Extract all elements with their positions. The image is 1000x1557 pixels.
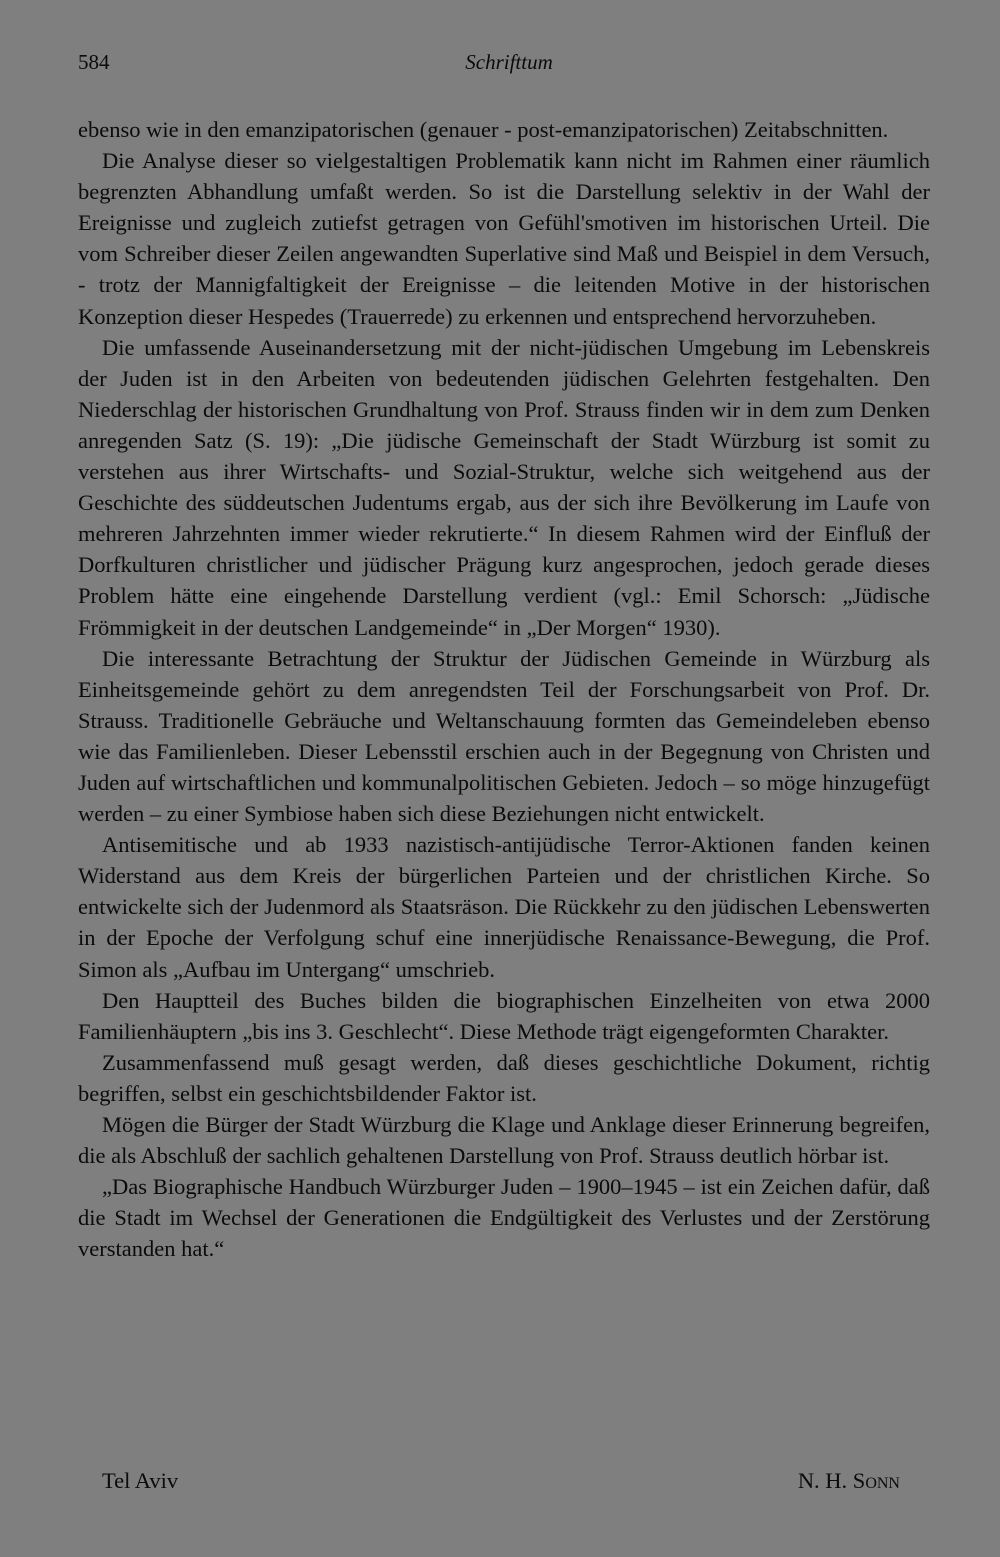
running-title: Schrifttum xyxy=(465,50,553,74)
paragraph: Den Hauptteil des Buches bilden die biographischen Einzelheiten von etwa 2000 Familienhäuptern „bis ins 3. Geschlecht“. Diese Methode trägt eigengeformten Charakter. xyxy=(78,987,930,1044)
paragraph: Antisemitische und ab 1933 nazistisch-antijüdische Terror-Aktionen fanden keinen Widerstand aus dem Kreis der bürgerlichen Parteien und der christlichen Kirche. So entwickelte sich der Judenmord als Staatsräson. Die Rückkehr zu den jüdischen Lebenswerten in der Epoche der Verfolgung schuf eine innerjüdische Renaissance-Bewegung, die Prof. Simon als „Aufbau im Untergang“ umschrieb. xyxy=(78,832,930,982)
signature-line xyxy=(78,1468,900,1500)
signature-place: Tel Aviv xyxy=(102,1468,179,1493)
paragraph: Die Analyse dieser so vielgestaltigen Problematik kann nicht im Rahmen einer räumlich begrenzten Abhandlung umfaßt werden. So ist die Darstellung selektiv in der Wahl der Ereignisse und zugleich zutiefst getragen von Gefühl'smotiven im historischen Urteil. Die vom Schreiber dieser Zeilen angewandten Superlative sind Maß und Beispiel in dem Versuch, - trotz der Mannigfaltigkeit der Ereignisse – die leitenden Motive in der historischen Konzeption dieser Hespedes (Trauerrede) zu erkennen und entsprechend hervorzuheben. xyxy=(78,148,930,329)
page-header xyxy=(78,50,930,80)
paragraph: „Das Biographische Handbuch Würzburger Juden – 1900–1945 – ist ein Zeichen dafür, daß die Stadt im Wechsel der Generationen die Endgültigkeit des Verlustes und der Zerstörung verstanden hat.“ xyxy=(78,1174,930,1262)
paragraph-continuation: ebenso wie in den emanzipatorischen (genauer - post-emanzipatorischen) Zeitabschnitten. xyxy=(78,117,889,142)
signature-author: N. H. Sonn xyxy=(797,1468,900,1493)
paragraph: Mögen die Bürger der Stadt Würzburg die Klage und Anklage dieser Erinnerung begreifen, die als Abschluß der sachlich gehaltenen Darstellung von Prof. Strauss deutlich hörbar ist. xyxy=(78,1112,930,1169)
page-number: 584 xyxy=(78,50,110,74)
review-body xyxy=(78,114,930,1264)
paragraph: Zusammenfassend muß gesagt werden, daß dieses geschichtliche Dokument, richtig begriffen, selbst ein geschichtsbildender Faktor ist. xyxy=(78,1049,930,1106)
paragraph: Die interessante Betrachtung der Struktur der Jüdischen Gemeinde in Würzburg als Einheitsgemeinde gehört zu dem anregendsten Teil der Forschungsarbeit von Prof. Dr. Strauss. Traditionelle Gebräuche und Weltanschauung formten das Gemeindeleben ebenso wie das Familienleben. Dieser Lebensstil erschien auch in der Begegnung von Christen und Juden auf wirtschaftlichen und kommunalpolitischen Gebieten. Jedoch – so möge hinzugefügt werden – zu einer Symbiose haben sich diese Beziehungen nicht entwickelt. xyxy=(78,645,930,827)
paragraph: Die umfassende Auseinandersetzung mit der nicht-jüdischen Umgebung im Lebenskreis der Juden ist in den Arbeiten von bedeutenden jüdischen Gelehrten festgehalten. Den Niederschlag der historischen Grundhaltung von Prof. Strauss finden wir in dem zum Denken anregenden Satz (S. 19): „Die jüdische Gemeinschaft der Stadt Würzburg ist somit zu verstehen aus ihrer Wirtschafts- und Sozial-Struktur, welche sich weitgehend aus der Geschichte des süddeutschen Judentums ergab, aus der sich ihre Bevölkerung im Laufe von mehreren Jahrzehnten immer wieder rekrutierte.“ In diesem Rahmen wird der Einfluß der Dorfkulturen christlicher und jüdischer Prägung kurz angesprochen, jedoch gerade dieses Problem hätte eine eingehende Darstellung verdient (vgl.: Emil Schorsch: „Jüdische Frömmigkeit in der deutschen Landgemeinde“ in „Der Morgen“ 1930). xyxy=(78,334,930,640)
